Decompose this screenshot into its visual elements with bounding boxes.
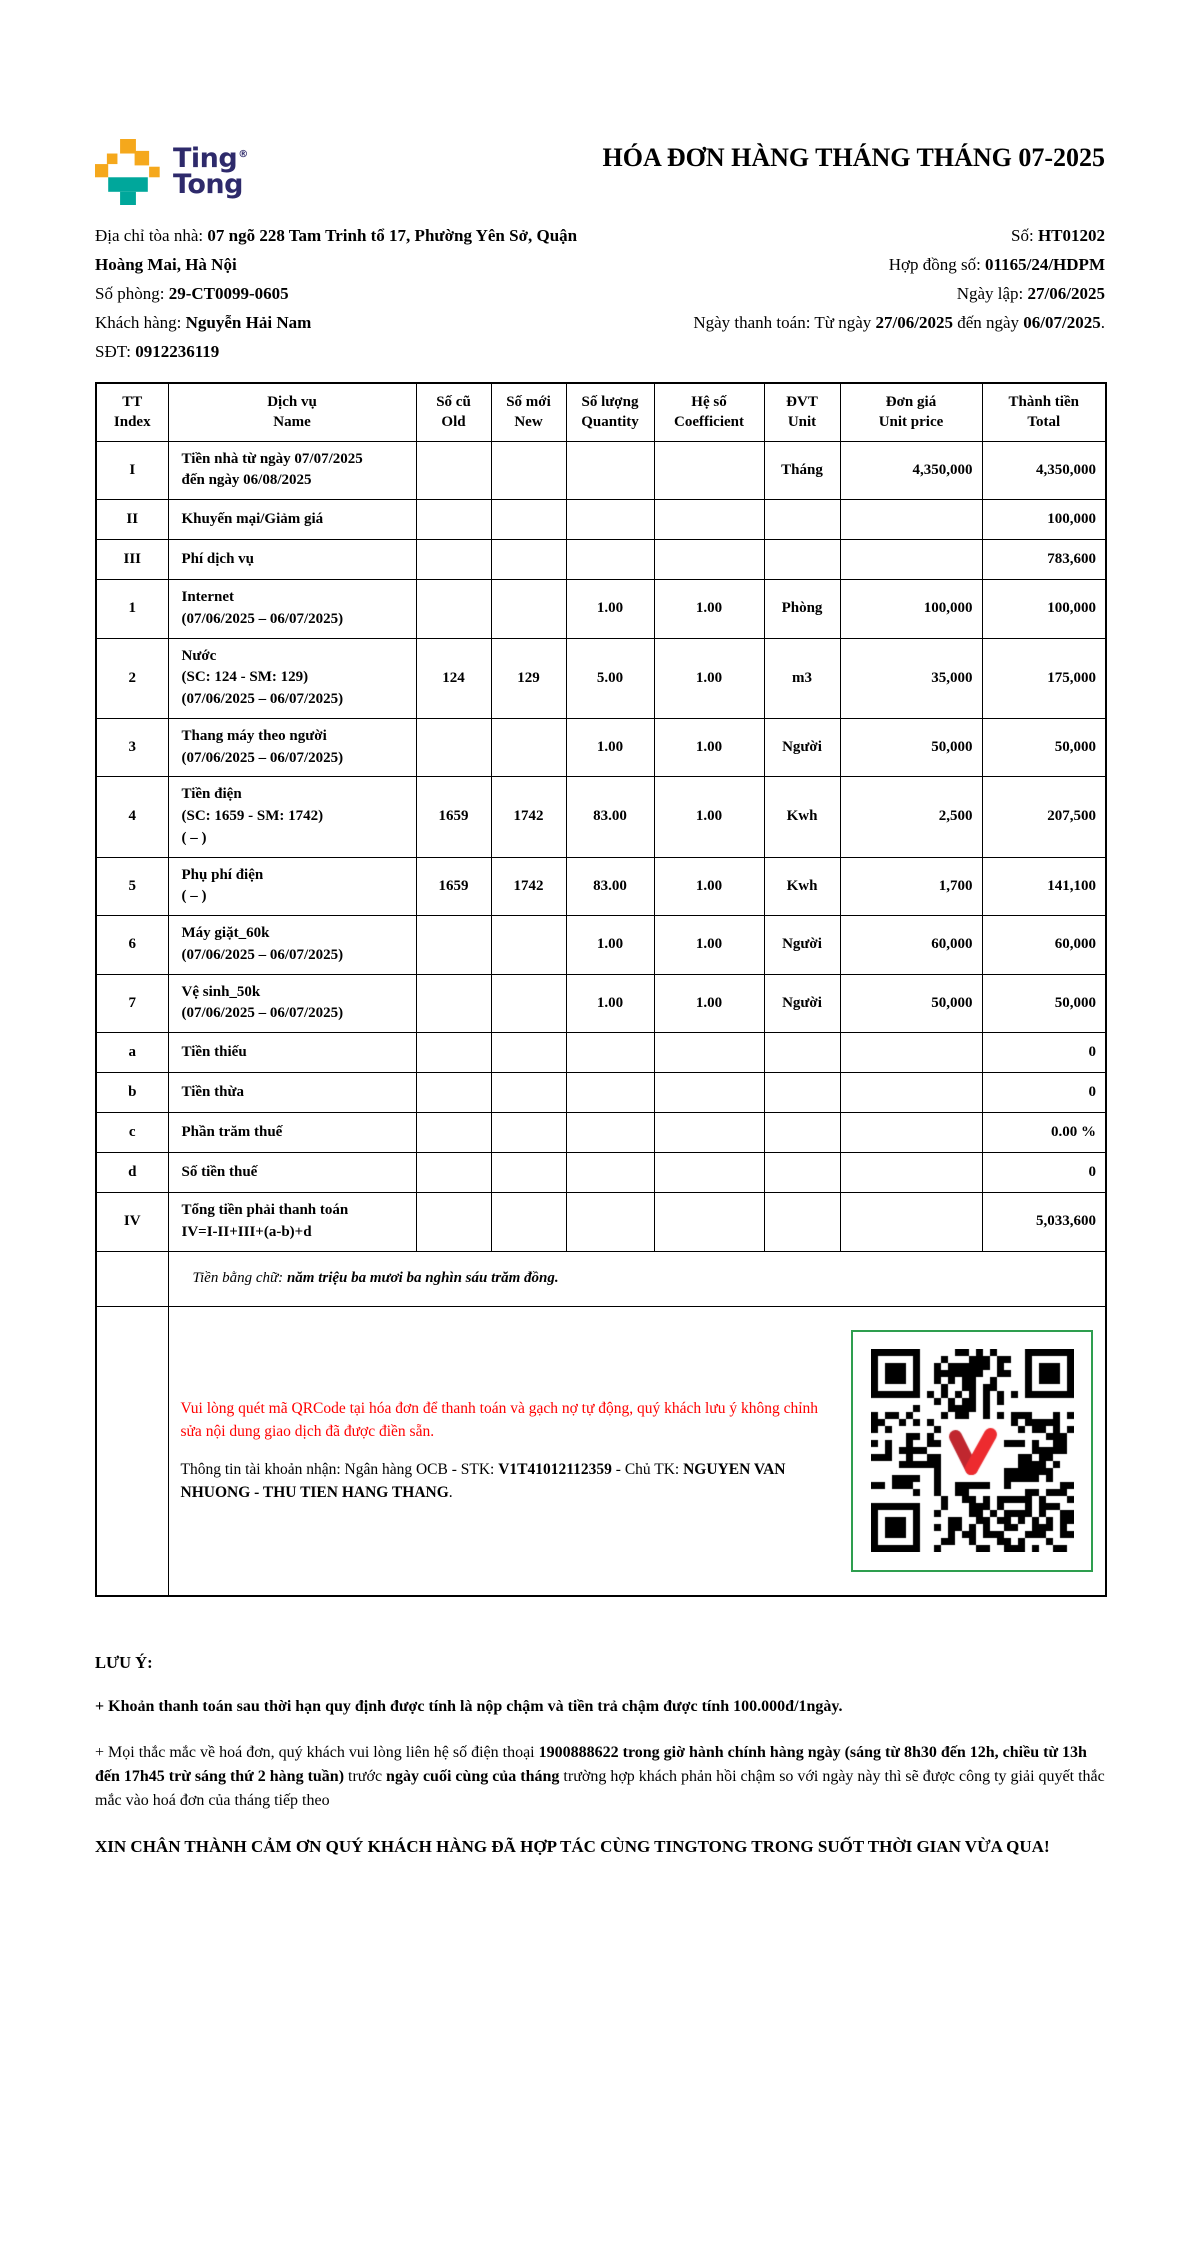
- cell-old: 1659: [416, 857, 491, 916]
- table-row: [96, 1033, 1106, 1073]
- cell-coef: [654, 1193, 764, 1252]
- invoice-title: HÓA ĐƠN HÀNG THÁNG THÁNG 07-2025: [602, 143, 1105, 172]
- service-name-cell: Máy giặt_60k (07/06/2025 – 06/07/2025): [168, 916, 416, 975]
- issue-date-line: Ngày lập: 27/06/2025: [956, 284, 1105, 303]
- cell-coef: [654, 500, 764, 540]
- cell-new: 129: [491, 638, 566, 718]
- cell-total: 100,000: [982, 500, 1106, 540]
- cell-new: [491, 916, 566, 975]
- cell-unit: [764, 1033, 840, 1073]
- cell-tt: III: [96, 540, 168, 580]
- cell-price: 100,000: [840, 580, 982, 639]
- cell-old: [416, 441, 491, 500]
- cell-qty: [566, 1113, 654, 1153]
- header-cell: Số mới New: [491, 383, 566, 441]
- cell-old: 124: [416, 638, 491, 718]
- cell-tt: b: [96, 1073, 168, 1113]
- header-cell: ĐVT Unit: [764, 383, 840, 441]
- table-row: [96, 857, 1106, 916]
- service-name-cell: Tổng tiền phải thanh toán IV=I-II+III+(a-b)+d: [168, 1193, 416, 1252]
- invoice-table-body: [96, 441, 1106, 1251]
- cell-price: 50,000: [840, 718, 982, 777]
- cell-unit: [764, 500, 840, 540]
- invoice-table-extra: [96, 1251, 1106, 1596]
- cell-tt: IV: [96, 1193, 168, 1252]
- cell-price: 35,000: [840, 638, 982, 718]
- payment-instructions: [181, 1397, 834, 1504]
- cell-tt: 4: [96, 777, 168, 857]
- brand-name-line1: Ting®: [173, 142, 248, 174]
- service-name-cell: Vệ sinh_50k (07/06/2025 – 06/07/2025): [168, 974, 416, 1033]
- cell-new: [491, 1073, 566, 1113]
- cell-qty: [566, 1193, 654, 1252]
- cell-qty: [566, 1153, 654, 1193]
- cell-price: 2,500: [840, 777, 982, 857]
- cell-qty: 1.00: [566, 718, 654, 777]
- cell-old: [416, 974, 491, 1033]
- cell-new: [491, 1193, 566, 1252]
- invoice-table-head: [96, 383, 1106, 441]
- cell-unit: Tháng: [764, 441, 840, 500]
- brand-logo: [95, 139, 248, 205]
- cell-total: 175,000: [982, 638, 1106, 718]
- phone-line: SĐT: 0912236119: [95, 342, 220, 361]
- header: [95, 135, 1105, 205]
- cell-tt: 7: [96, 974, 168, 1033]
- cell-unit: m3: [764, 638, 840, 718]
- contract-number-line: Hợp đồng số: 01165/24/HDPM: [888, 255, 1105, 274]
- cell-old: [416, 1033, 491, 1073]
- building-address-line: Địa chỉ tòa nhà: 07 ngõ 228 Tam Trinh tổ 17, Phường Yên Sở, Quận Hoàng Mai, Hà Nội: [95, 226, 578, 274]
- cell-coef: 1.00: [654, 916, 764, 975]
- cell-total: 60,000: [982, 916, 1106, 975]
- invoice-number-line: Số: HT01202: [1011, 226, 1105, 245]
- cell-new: [491, 1153, 566, 1193]
- payment-period-line: Ngày thanh toán: Từ ngày 27/06/2025 đến ngày 06/07/2025.: [693, 313, 1105, 332]
- cell-qty: 1.00: [566, 974, 654, 1033]
- cell-price: [840, 1113, 982, 1153]
- cell-price: [840, 1153, 982, 1193]
- cell-total: 4,350,000: [982, 441, 1106, 500]
- cell-price: 50,000: [840, 974, 982, 1033]
- cell-new: [491, 974, 566, 1033]
- cell-qty: [566, 500, 654, 540]
- cell-unit: Người: [764, 916, 840, 975]
- empty-index-cell: [96, 1251, 168, 1306]
- cell-coef: [654, 1033, 764, 1073]
- cell-tt: 1: [96, 580, 168, 639]
- cell-old: [416, 1153, 491, 1193]
- cell-unit: [764, 1193, 840, 1252]
- header-cell: Số cũ Old: [416, 383, 491, 441]
- service-name-cell: Internet (07/06/2025 – 06/07/2025): [168, 580, 416, 639]
- table-row: [96, 916, 1106, 975]
- cell-new: [491, 1033, 566, 1073]
- invoice-info: [95, 221, 1105, 366]
- qr-scan-warning: Vui lòng quét mã QRCode tại hóa đơn để thanh toán và gạch nợ tự động, quý khách lưu ý không chỉnh sửa nội dung giao dịch đã được điền sẵn.: [180, 1400, 819, 1441]
- cell-total: 0.00 %: [982, 1113, 1106, 1153]
- qr-code: [851, 1330, 1093, 1572]
- cell-qty: [566, 1073, 654, 1113]
- footer-notes: [95, 1653, 1105, 1860]
- cell-old: [416, 1193, 491, 1252]
- cell-qty: [566, 540, 654, 580]
- cell-coef: 1.00: [654, 718, 764, 777]
- cell-tt: 5: [96, 857, 168, 916]
- amount-in-words-row: [96, 1251, 1106, 1306]
- header-cell: Thành tiền Total: [982, 383, 1106, 441]
- cell-coef: [654, 1113, 764, 1153]
- service-name-cell: Tiền nhà từ ngày 07/07/2025 đến ngày 06/08/2025: [168, 441, 416, 500]
- cell-coef: [654, 1153, 764, 1193]
- service-name-cell: Thang máy theo người (07/06/2025 – 06/07/2025): [168, 718, 416, 777]
- header-cell: Đơn giá Unit price: [840, 383, 982, 441]
- cell-price: 60,000: [840, 916, 982, 975]
- header-cell: Dịch vụ Name: [168, 383, 416, 441]
- table-row: [96, 1193, 1106, 1252]
- table-row: [96, 1153, 1106, 1193]
- late-payment-note: + Khoản thanh toán sau thời hạn quy định được tính là nộp chậm và tiền trả chậm được tính 100.000đ/1ngày.: [95, 1697, 843, 1715]
- amount-in-words-cell: [168, 1251, 1106, 1306]
- cell-total: 0: [982, 1153, 1106, 1193]
- cell-old: [416, 916, 491, 975]
- cell-qty: 5.00: [566, 638, 654, 718]
- room-number-line: Số phòng: 29-CT0099-0605: [95, 284, 289, 303]
- table-row: [96, 500, 1106, 540]
- cell-unit: Người: [764, 718, 840, 777]
- cell-unit: Người: [764, 974, 840, 1033]
- cell-new: [491, 540, 566, 580]
- header-cell: Hệ số Coefficient: [654, 383, 764, 441]
- cell-tt: a: [96, 1033, 168, 1073]
- cell-unit: Phòng: [764, 580, 840, 639]
- cell-qty: 1.00: [566, 580, 654, 639]
- table-row: [96, 638, 1106, 718]
- cell-coef: 1.00: [654, 638, 764, 718]
- contact-note: + Mọi thắc mắc về hoá đơn, quý khách vui lòng liên hệ số điện thoại 1900888622 trong giờ hành chính hàng ngày (sáng từ 8h30 đến 12h, chiều từ 13h đến 17h45 trừ sáng thứ 2 hàng tuần) trước ngày cuối cùng của tháng trường hợp khách phản hồi chậm so với ngày này thì sẽ được công ty giải quyết thắc mắc vào hoá đơn của tháng tiếp theo: [95, 1743, 1105, 1809]
- cell-old: [416, 500, 491, 540]
- cell-qty: 83.00: [566, 777, 654, 857]
- cell-old: 1659: [416, 777, 491, 857]
- cell-total: 783,600: [982, 540, 1106, 580]
- cell-qty: 1.00: [566, 916, 654, 975]
- cell-old: [416, 1113, 491, 1153]
- table-row: [96, 1073, 1106, 1113]
- cell-coef: 1.00: [654, 974, 764, 1033]
- cell-unit: [764, 1113, 840, 1153]
- customer-name-line: Khách hàng: Nguyễn Hải Nam: [95, 313, 312, 332]
- cell-new: 1742: [491, 857, 566, 916]
- cell-old: [416, 540, 491, 580]
- table-row: [96, 540, 1106, 580]
- cell-unit: Kwh: [764, 777, 840, 857]
- cell-coef: 1.00: [654, 777, 764, 857]
- service-name-cell: Số tiền thuế: [168, 1153, 416, 1193]
- table-row: [96, 1113, 1106, 1153]
- cell-price: [840, 500, 982, 540]
- table-row: [96, 441, 1106, 500]
- invoice-table: [95, 382, 1107, 1597]
- cell-total: 50,000: [982, 974, 1106, 1033]
- cell-price: [840, 540, 982, 580]
- cell-tt: 2: [96, 638, 168, 718]
- cell-tt: I: [96, 441, 168, 500]
- brand-name: [173, 142, 248, 200]
- cell-coef: 1.00: [654, 580, 764, 639]
- cell-tt: II: [96, 500, 168, 540]
- cell-old: [416, 718, 491, 777]
- service-name-cell: Nước (SC: 124 - SM: 129) (07/06/2025 – 06/07/2025): [168, 638, 416, 718]
- cell-tt: d: [96, 1153, 168, 1193]
- cell-price: 1,700: [840, 857, 982, 916]
- cell-total: 100,000: [982, 580, 1106, 639]
- invoice-meta: [628, 221, 1105, 366]
- cell-price: [840, 1193, 982, 1252]
- cell-total: 5,033,600: [982, 1193, 1106, 1252]
- table-row: [96, 777, 1106, 857]
- cell-new: [491, 500, 566, 540]
- cell-old: [416, 1073, 491, 1113]
- table-row: [96, 718, 1106, 777]
- qr-code-image: [871, 1349, 1074, 1552]
- cell-qty: 83.00: [566, 857, 654, 916]
- tingtong-logo-icon: [95, 139, 161, 205]
- cell-qty: [566, 441, 654, 500]
- cell-tt: 6: [96, 916, 168, 975]
- service-name-cell: Khuyến mại/Giảm giá: [168, 500, 416, 540]
- header-cell: Số lượng Quantity: [566, 383, 654, 441]
- cell-old: [416, 580, 491, 639]
- cell-qty: [566, 1033, 654, 1073]
- header-cell: TT Index: [96, 383, 168, 441]
- table-row: [96, 580, 1106, 639]
- service-name-cell: Tiền thừa: [168, 1073, 416, 1113]
- bank-account-info: Thông tin tài khoản nhận: Ngân hàng OCB - STK: V1T41012112359 - Chủ TK: NGUYEN VAN NHUONG - THU TIEN HANG THANG.: [180, 1460, 786, 1501]
- cell-coef: [654, 441, 764, 500]
- empty-index-cell: [96, 1306, 168, 1596]
- cell-price: [840, 1033, 982, 1073]
- cell-tt: 3: [96, 718, 168, 777]
- cell-total: 207,500: [982, 777, 1106, 857]
- brand-name-line2: Tong: [173, 169, 243, 200]
- cell-new: [491, 1113, 566, 1153]
- thank-you-note: XIN CHÂN THÀNH CẢM ƠN QUÝ KHÁCH HÀNG ĐÃ HỢP TÁC CÙNG TINGTONG TRONG SUỐT THỜI GIAN VỪA QUA!: [95, 1836, 1050, 1856]
- cell-new: [491, 718, 566, 777]
- notes-heading: LƯU Ý:: [95, 1652, 153, 1672]
- cell-coef: 1.00: [654, 857, 764, 916]
- cell-total: 0: [982, 1033, 1106, 1073]
- service-name-cell: Tiền thiếu: [168, 1033, 416, 1073]
- cell-unit: [764, 540, 840, 580]
- cell-tt: c: [96, 1113, 168, 1153]
- qr-section-cell: [168, 1306, 1106, 1596]
- qr-row: [96, 1306, 1106, 1596]
- header-row: [96, 383, 1106, 441]
- cell-unit: [764, 1073, 840, 1113]
- table-row: [96, 974, 1106, 1033]
- cell-new: 1742: [491, 777, 566, 857]
- cell-coef: [654, 540, 764, 580]
- cell-price: 4,350,000: [840, 441, 982, 500]
- service-name-cell: Tiền điện (SC: 1659 - SM: 1742) ( – ): [168, 777, 416, 857]
- registered-mark: ®: [238, 148, 248, 160]
- cell-price: [840, 1073, 982, 1113]
- cell-total: 141,100: [982, 857, 1106, 916]
- amount-in-words: Tiền bằng chữ: năm triệu ba mươi ba nghìn sáu trăm đồng.: [192, 1270, 559, 1286]
- customer-info: [95, 221, 628, 366]
- cell-new: [491, 441, 566, 500]
- cell-coef: [654, 1073, 764, 1113]
- service-name-cell: Phần trăm thuế: [168, 1113, 416, 1153]
- cell-new: [491, 580, 566, 639]
- service-name-cell: Phí dịch vụ: [168, 540, 416, 580]
- service-name-cell: Phụ phí điện ( – ): [168, 857, 416, 916]
- cell-total: 50,000: [982, 718, 1106, 777]
- cell-total: 0: [982, 1073, 1106, 1113]
- cell-unit: Kwh: [764, 857, 840, 916]
- cell-unit: [764, 1153, 840, 1193]
